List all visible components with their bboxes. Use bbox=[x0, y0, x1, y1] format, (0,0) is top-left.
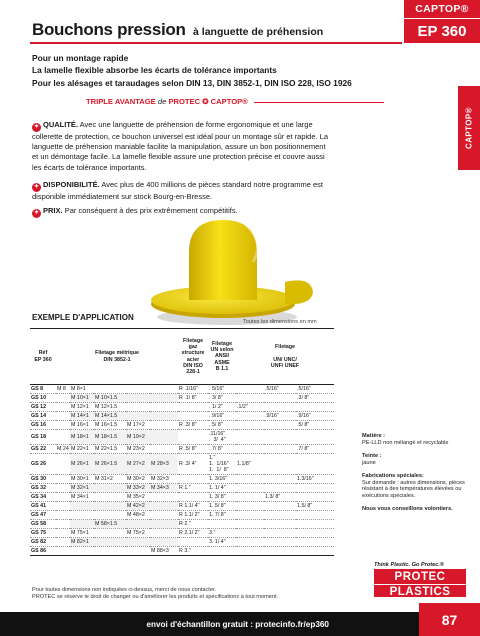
feature-text: Avec plus de 400 millions de pièces standard notre programme est disponible immédiatement sur stock Bourg-en-Bresse. bbox=[32, 180, 323, 201]
cell-un-selon: . 9/16" bbox=[209, 412, 225, 419]
cell-unf-b bbox=[264, 394, 296, 403]
cell-unf-a: 1.1/8" bbox=[237, 460, 251, 467]
header-rule bbox=[30, 42, 402, 44]
cell-unf-a bbox=[236, 474, 264, 483]
table-row bbox=[30, 483, 334, 492]
cell-unf-a bbox=[236, 430, 264, 445]
cell-m-b bbox=[70, 519, 94, 528]
cell-m-d: M 33×2 bbox=[126, 483, 150, 492]
cell-m-a bbox=[56, 394, 70, 403]
cell-gas: R 3." bbox=[179, 547, 191, 554]
cell-unf-c bbox=[296, 403, 334, 412]
material-value: PE-LLD non mélangé et recyclable bbox=[362, 439, 449, 446]
cell-ref: GS 41 bbox=[31, 502, 47, 509]
brand-slogan: Think Plastic. Go Protec.® bbox=[374, 562, 445, 568]
table-row bbox=[30, 412, 334, 421]
cell-unf-a bbox=[236, 510, 264, 519]
table-row bbox=[30, 510, 334, 519]
intro-line: La lamelle flexible absorbe les écarts de tolérance importants bbox=[32, 65, 277, 76]
triple-advantage-banner bbox=[86, 97, 384, 106]
table-row bbox=[30, 444, 334, 453]
cell-m-e: M 88×3 bbox=[151, 547, 169, 554]
cell-un-selon: 1. 3/ 8" bbox=[209, 493, 226, 500]
table-row bbox=[30, 403, 334, 412]
cell-unf-a bbox=[236, 483, 264, 492]
advice-text: Nous vous conseillons volontiers. bbox=[362, 506, 453, 513]
cell-ref: GS 82 bbox=[31, 538, 47, 545]
cell-unf-c: .9/16" bbox=[297, 412, 311, 419]
cell-gas bbox=[178, 492, 208, 501]
cell-unf-b bbox=[264, 453, 296, 474]
cell-m-b: M 32×1 bbox=[70, 483, 94, 492]
feature-availability bbox=[32, 180, 332, 202]
cell-ref: GS 8 bbox=[31, 385, 44, 392]
cell-m-d bbox=[126, 403, 150, 412]
cell-m-c bbox=[94, 385, 126, 394]
cell-unf-a bbox=[236, 537, 264, 546]
cell-m-c: M 18×1.5 bbox=[94, 430, 126, 445]
cell-m-e: M 34×3 bbox=[150, 483, 178, 492]
yellow-plug-image bbox=[135, 212, 315, 330]
cell-ref: GS 75 bbox=[31, 529, 47, 536]
cell-unf-c bbox=[296, 537, 334, 546]
cell-m-e: M 32×3 bbox=[151, 475, 169, 482]
cell-un-selon: 3." bbox=[209, 529, 216, 536]
cell-m-e bbox=[150, 444, 178, 453]
cell-m-a bbox=[56, 537, 70, 546]
cell-unf-c: .5/ 8" bbox=[297, 421, 310, 428]
cell-m-a bbox=[56, 519, 70, 528]
cell-m-a: M 8 bbox=[57, 385, 66, 392]
cell-m-d bbox=[126, 385, 150, 394]
cell-ref: GS 22 bbox=[31, 445, 47, 452]
cell-m-a bbox=[56, 546, 70, 555]
table-row bbox=[30, 492, 334, 501]
cell-m-e: M 28×3 bbox=[150, 453, 178, 474]
triple-de: de bbox=[157, 97, 167, 106]
special-fab-value: Sur demande : autres dimensions, pièces résistant à des températures élevées ou exécutions spéciales. bbox=[362, 479, 465, 500]
cell-ref: GS 16 bbox=[31, 421, 47, 428]
cell-gas bbox=[178, 537, 208, 546]
triple-brand: PROTEC ✪ CAPTOP® bbox=[168, 97, 248, 106]
cell-m-e bbox=[150, 403, 178, 412]
cell-m-b: M 82×1 bbox=[70, 537, 94, 546]
cell-m-c bbox=[94, 483, 126, 492]
cell-m-b: M 8×1 bbox=[71, 385, 86, 392]
cell-m-c bbox=[94, 501, 126, 510]
cell-unf-c bbox=[296, 483, 334, 492]
cell-m-c: M 58×1.5 bbox=[94, 519, 126, 528]
footnote-line: Pour toutes dimensions non indiquées ci-dessus, merci de nous contacter. bbox=[32, 587, 217, 593]
protec-star-icon: ✦ bbox=[33, 210, 40, 216]
cell-gas: R 2." bbox=[179, 520, 191, 527]
cell-m-c: M 22×1.5 bbox=[95, 445, 118, 452]
cell-unf-c: .5/16" bbox=[297, 385, 311, 392]
header-gas: Filetage gaz structure acier DIN ISO 228-1 bbox=[181, 337, 205, 376]
cell-ref: GS 32 bbox=[31, 484, 47, 491]
table-row bbox=[30, 519, 334, 528]
color-value: jaune bbox=[362, 459, 376, 466]
cell-unf-c bbox=[296, 430, 334, 445]
table-row bbox=[30, 394, 334, 403]
cell-m-a bbox=[56, 474, 70, 483]
material-label: Matière : bbox=[362, 433, 386, 439]
cell-m-b: M 10×1 bbox=[70, 394, 94, 403]
table-row bbox=[30, 474, 334, 483]
cell-un-selon: . 7/ 8" bbox=[209, 445, 223, 452]
cell-m-a bbox=[56, 421, 70, 430]
cell-m-d bbox=[126, 546, 150, 555]
cell-m-d: M 42×2 bbox=[126, 501, 150, 510]
cell-m-b: M 34×1 bbox=[71, 493, 89, 500]
cell-un-selon bbox=[208, 519, 236, 528]
cell-m-c: M 14×1.5 bbox=[94, 412, 126, 421]
cell-unf-a bbox=[236, 444, 264, 453]
cell-m-b: M 16×1 bbox=[71, 421, 89, 428]
cell-m-b: M 75×1 bbox=[71, 529, 89, 536]
title-sub: à languette de préhension bbox=[193, 26, 324, 38]
cell-gas bbox=[178, 430, 208, 445]
cell-m-e bbox=[150, 394, 178, 403]
cell-un-selon: 1. 1/ 4" bbox=[209, 484, 226, 491]
cell-unf-b bbox=[264, 546, 296, 555]
cell-m-c: M 31×2 bbox=[95, 475, 113, 482]
cell-unf-a bbox=[236, 385, 264, 394]
header-ref: Réf EP 360 bbox=[34, 350, 52, 363]
header-un-unc-unf: Filetage UN/ UNC/ UNF/ UNEF bbox=[270, 343, 300, 369]
cell-m-c: M 10×1.5 bbox=[94, 394, 126, 403]
cell-m-a bbox=[56, 430, 70, 445]
cell-unf-c bbox=[296, 519, 334, 528]
cell-m-e bbox=[150, 537, 178, 546]
cell-m-d bbox=[126, 519, 150, 528]
cell-m-c bbox=[94, 528, 126, 537]
cell-m-e bbox=[150, 385, 178, 394]
cell-m-c: M 26×1.5 bbox=[94, 453, 126, 474]
cell-gas: R .3/ 8" bbox=[179, 421, 197, 428]
cell-unf-c bbox=[296, 546, 334, 555]
table-row bbox=[30, 453, 334, 474]
cell-m-d: M 30×2 bbox=[127, 475, 145, 482]
footnote-line: PROTEC se réserve le droit de changer ou d'améliorer les produits et spécifications à tout moment. bbox=[32, 594, 279, 600]
cell-ref: GS 34 bbox=[31, 493, 47, 500]
cell-gas: R .5/ 8" bbox=[179, 445, 197, 452]
cell-m-b bbox=[70, 501, 94, 510]
cell-m-a bbox=[56, 483, 70, 492]
cell-ref: GS 86 bbox=[31, 547, 47, 554]
cell-unf-b bbox=[264, 501, 296, 510]
cell-unf-c: .3/ 8" bbox=[297, 394, 310, 401]
cell-unf-a bbox=[236, 394, 264, 403]
cell-m-c: M 12×1.5 bbox=[95, 403, 118, 410]
cell-m-a: M 24 bbox=[57, 445, 69, 452]
feature-keyword: DISPONIBILITÉ. bbox=[43, 180, 100, 189]
table-header-row bbox=[30, 329, 334, 385]
cell-m-b: M 14×1 bbox=[70, 412, 94, 421]
table-row bbox=[30, 430, 334, 445]
cell-unf-a bbox=[236, 421, 264, 430]
brand-tab: CAPTOP® bbox=[404, 0, 480, 18]
cell-m-b: M 22×1 bbox=[71, 445, 89, 452]
cell-m-e bbox=[150, 528, 178, 537]
cell-m-a bbox=[56, 528, 70, 537]
cell-un-selon: . 5/16" bbox=[209, 385, 225, 392]
cell-unf-a bbox=[236, 528, 264, 537]
cell-ref: GS 26 bbox=[31, 460, 47, 467]
sample-request-link[interactable]: envoi d'échantillon gratuit : protecinfo.fr/ep360 bbox=[0, 612, 419, 636]
cell-m-b: M 30×1 bbox=[71, 475, 89, 482]
cell-ref: GS 58 bbox=[31, 520, 47, 527]
cell-m-a bbox=[56, 510, 70, 519]
cell-m-b: M 26×1 bbox=[70, 453, 94, 474]
cell-m-d: M 17×2 bbox=[127, 421, 145, 428]
intro-block bbox=[32, 52, 352, 89]
cell-m-a bbox=[56, 453, 70, 474]
triple-prefix: TRIPLE AVANTAGE bbox=[86, 97, 156, 106]
cell-m-a bbox=[56, 501, 70, 510]
cell-unf-b bbox=[264, 510, 296, 519]
cell-m-d bbox=[126, 412, 150, 421]
cell-m-b bbox=[70, 510, 94, 519]
cell-un-selon: . 5/ 8" bbox=[209, 421, 223, 428]
cell-unf-b bbox=[264, 430, 296, 445]
special-fab-label: Fabrications spéciales: bbox=[362, 472, 424, 479]
logo-line1: PROTEC bbox=[394, 571, 446, 583]
cell-m-c bbox=[94, 492, 126, 501]
cell-ref: GS 30 bbox=[31, 475, 47, 482]
cell-un-selon: 1." 1. 1/16" 1. 1/ 8" bbox=[209, 454, 229, 473]
cell-gas: R 1.1/ 4" bbox=[179, 502, 200, 509]
cell-unf-c: 1.3/16" bbox=[297, 475, 314, 482]
cell-un-selon: 1. 5/ 8" bbox=[209, 502, 226, 509]
cell-m-d: M 35×2 bbox=[127, 493, 145, 500]
protec-star-icon: ✦ bbox=[33, 184, 40, 190]
cell-gas: R .1/16" bbox=[179, 385, 198, 392]
cell-un-selon bbox=[208, 546, 236, 555]
protec-star-icon: ✦ bbox=[33, 124, 40, 130]
cell-unf-b bbox=[264, 537, 296, 546]
cell-m-d: M 19×2 bbox=[126, 430, 150, 445]
cell-unf-a: .1/2" bbox=[237, 403, 248, 410]
cell-m-b: M 18×1 bbox=[70, 430, 94, 445]
product-ref-box: EP 360 bbox=[404, 19, 480, 43]
cell-unf-a bbox=[236, 412, 264, 421]
logo-line2: PLASTICS bbox=[374, 584, 466, 598]
header-un-selon: Filetage UN selon ANSI/ ASME B 1.1 bbox=[210, 340, 234, 372]
cell-unf-b bbox=[264, 528, 296, 537]
cell-m-d bbox=[126, 537, 150, 546]
cell-m-b bbox=[70, 546, 94, 555]
cell-m-a bbox=[56, 403, 70, 412]
cell-un-selon: . 3/ 8" bbox=[209, 394, 223, 401]
cell-unf-b: 1.3/ 8" bbox=[265, 493, 281, 500]
feature-text: Avec une languette de préhension de forme ergonomique et une large collerette de protection, ce bouchon universel est idéal pour un montage sûr et rapide. La languette de préhension maniable facilite la manipulation, assure un bon positionnement et un démontage facile. La lamelle flexible assure une protection précise et couvre aussi les écarts de tolérance importants. bbox=[32, 120, 329, 172]
cell-unf-b bbox=[264, 444, 296, 453]
cell-m-e bbox=[150, 510, 178, 519]
side-info bbox=[362, 433, 470, 519]
cell-m-e bbox=[150, 519, 178, 528]
cell-ref: GS 18 bbox=[31, 433, 47, 440]
cell-m-e bbox=[150, 412, 178, 421]
cell-unf-a bbox=[236, 546, 264, 555]
intro-line: Pour un montage rapide bbox=[32, 53, 129, 63]
cell-ref: GS 10 bbox=[31, 394, 47, 401]
cell-m-d: M 27×2 bbox=[126, 453, 150, 474]
cell-unf-a bbox=[236, 519, 264, 528]
cell-unf-c: 1.5/ 8" bbox=[297, 502, 313, 509]
cell-unf-a bbox=[236, 501, 264, 510]
cell-m-e bbox=[150, 430, 178, 445]
feature-keyword: QUALITÉ. bbox=[43, 120, 78, 129]
cell-gas: R 1." bbox=[179, 484, 191, 491]
cell-unf-c bbox=[296, 528, 334, 537]
application-table bbox=[30, 328, 334, 556]
cell-ref: GS 14 bbox=[31, 412, 47, 419]
cell-m-e bbox=[150, 421, 178, 430]
cell-m-d: M 23×2 bbox=[127, 445, 145, 452]
cell-gas bbox=[178, 403, 208, 412]
table-row bbox=[30, 501, 334, 510]
cell-un-selon: . 1/ 2" bbox=[209, 403, 223, 410]
cell-un-selon: .11/16" . 3/ 4" bbox=[209, 430, 226, 443]
cell-m-d: M 48×2 bbox=[127, 511, 145, 518]
cell-gas: R 2.1/ 2" bbox=[179, 529, 200, 536]
side-tab-label: CAPTOP® bbox=[464, 107, 474, 149]
page-number: 87 bbox=[419, 603, 480, 636]
feature-quality bbox=[32, 120, 332, 173]
cell-unf-c bbox=[296, 453, 334, 474]
cell-m-b: M 12×1 bbox=[71, 403, 89, 410]
table-row bbox=[30, 528, 334, 537]
cell-unf-b: .5/16" bbox=[265, 385, 279, 392]
cell-m-c: M 16×1.5 bbox=[95, 421, 118, 428]
cell-gas: R .1/ 8" bbox=[179, 394, 197, 401]
table-footnote bbox=[32, 587, 278, 601]
cell-un-selon: 3. 1/ 4" bbox=[209, 538, 226, 545]
feature-keyword: PRIX. bbox=[43, 206, 63, 215]
cell-unf-c bbox=[296, 510, 334, 519]
color-label: Teinte : bbox=[362, 452, 382, 459]
cell-m-a bbox=[56, 492, 70, 501]
table-row bbox=[30, 537, 334, 546]
cell-gas: R .3/ 4" bbox=[179, 460, 197, 467]
cell-unf-c: .7/ 8" bbox=[297, 445, 310, 452]
cell-unf-b bbox=[264, 519, 296, 528]
cell-ref: GS 47 bbox=[31, 511, 47, 518]
title-main: Bouchons pression bbox=[32, 20, 186, 39]
protec-plastics-logo bbox=[374, 569, 466, 597]
cell-m-d bbox=[126, 394, 150, 403]
cell-m-d: M 75×2 bbox=[127, 529, 145, 536]
cell-ref: GS 12 bbox=[31, 403, 47, 410]
cell-unf-b bbox=[264, 403, 296, 412]
cell-unf-b bbox=[264, 421, 296, 430]
side-brand-tab[interactable] bbox=[458, 86, 480, 170]
cell-m-a bbox=[56, 412, 70, 421]
cell-m-c bbox=[94, 510, 126, 519]
page-title bbox=[32, 20, 323, 40]
cell-unf-c bbox=[296, 492, 334, 501]
cell-gas bbox=[178, 412, 208, 421]
intro-line: Pour les alésages et taraudages selon DIN 13, DIN 3852-1, DIN ISO 228, ISO 1926 bbox=[32, 77, 352, 88]
cell-unf-b bbox=[264, 474, 296, 483]
dimensions-note: Toutes les dimensions en mm bbox=[243, 319, 317, 325]
feature-text: Par conséquent à des prix extrêmement compétitifs. bbox=[64, 206, 238, 215]
cell-m-c bbox=[94, 546, 126, 555]
cell-gas: R 1.1/ 2" bbox=[179, 511, 200, 518]
table-title: EXEMPLE D'APPLICATION bbox=[32, 313, 134, 322]
cell-m-e bbox=[150, 492, 178, 501]
cell-un-selon: 1. 3/16" bbox=[209, 475, 228, 482]
cell-unf-a bbox=[236, 492, 264, 501]
cell-unf-b: .9/16" bbox=[265, 412, 279, 419]
cell-m-c bbox=[94, 537, 126, 546]
table-row bbox=[30, 421, 334, 430]
table-row bbox=[30, 385, 334, 394]
cell-un-selon: 1. 7/ 8" bbox=[209, 511, 226, 518]
cell-unf-b bbox=[264, 483, 296, 492]
cell-gas bbox=[178, 474, 208, 483]
header-metric: Filetage métrique DIN 3852-1 bbox=[95, 350, 139, 363]
table-row bbox=[30, 546, 334, 555]
cell-m-e bbox=[150, 501, 178, 510]
triple-rule bbox=[254, 102, 384, 103]
